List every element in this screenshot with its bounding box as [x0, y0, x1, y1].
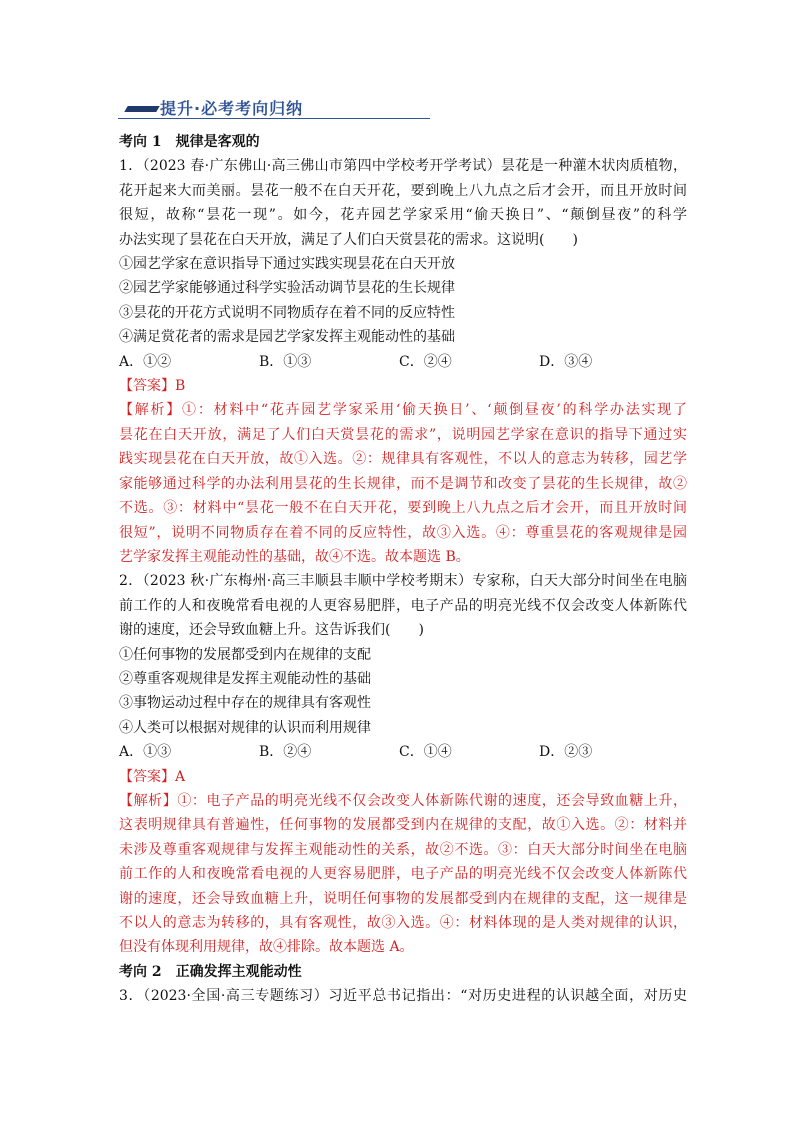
q2-analysis-line: 未涉及尊重客观规律与发挥主观能动性的关系，故②不选。③：白天大部分时间坐在电脑 [119, 841, 687, 858]
q2-analysis-line: 不以人的意志为转移的，具有客观性，故③入选。④：材料体现的是人类对规律的认识， [119, 915, 687, 931]
q2-analysis-line: 谢的速度，还会导致血糖上升，说明任何事物的发展都受到内在规律的支配，这一规律是 [119, 890, 687, 907]
q1-statement: ②园艺学家能够通过科学实验活动调节昙花的生长规律 [119, 280, 455, 297]
q2-option-a: A．①③ [119, 744, 172, 761]
q1-analysis-line: 不选。③：材料中“昙花一般不在白天开花，要到晚上八九点之后才会开，而且开放时间 [119, 500, 687, 517]
q1-analysis-line: 家能够通过科学的办法利用昙花的生长规律，而不是调节和改变了昙花的生长规律，故② [119, 475, 687, 492]
q1-statement: ①园艺学家在意识指导下通过实践实现昙花在白天开放 [119, 256, 455, 273]
q2-options [119, 740, 687, 764]
q1-option-c: C．②④ [399, 353, 452, 370]
q1-analysis-line: 践实现昙花在白天开放，故①入选。②：规律具有客观性，不以人的意志为转移，园艺学 [119, 451, 687, 468]
q2-statement: ④人类可以根据对规律的认识而利用规律 [119, 719, 371, 736]
q2-statement: ②尊重客观规律是发挥主观能动性的基础 [119, 670, 371, 687]
question-1 [119, 154, 687, 569]
q2-option-c: C．①④ [399, 744, 452, 761]
q2-stem-line: 2．（2023 秋·广东梅州·高三丰顺县丰顺中学校考期末）专家称，白天大部分时间坐在电脑 [119, 573, 687, 590]
header-underline [118, 118, 430, 119]
section-header [118, 96, 430, 120]
header-title: 提升·必考考向归纳 [160, 99, 304, 118]
q1-analysis-line: 很短”，说明不同物质存在着不同的反应特性，故③入选。④：尊重昙花的客观规律是园 [119, 524, 687, 541]
q2-answer: 【答案】A [119, 768, 186, 785]
q1-option-d: D．③④ [539, 353, 593, 370]
question-3 [119, 984, 687, 1008]
q2-statement: ③事物运动过程中存在的规律具有客观性 [119, 695, 371, 712]
header-accent-bar [124, 106, 159, 112]
q2-analysis-line: 【解析】①：电子产品的明亮光线不仅会改变人体新陈代谢的速度，还会导致血糖上升， [119, 792, 687, 809]
q1-stem-line: 花开起来大而美丽。昙花一般不在白天开花，要到晚上八九点之后才会开，而且开放时间 [119, 182, 687, 199]
q1-options [119, 350, 687, 374]
q1-option-b: B．①③ [259, 353, 312, 370]
section-title-2: 考向 2 正确发挥主观能动性 [119, 963, 302, 980]
q1-analysis-line: 艺学家发挥主观能动性的基础，故④不选。故本题选 B。 [119, 548, 470, 565]
q2-stem-line: 谢的速度，还会导致血糖上升。这告诉我们( ) [119, 622, 424, 639]
q2-option-d: D．②③ [539, 744, 593, 761]
q1-statement: ④满足赏花者的需求是园艺学家发挥主观能动性的基础 [119, 329, 455, 346]
q1-stem-line: 很短，故称“昙花一现”。如今，花卉园艺学家采用“偷天换日”、“颠倒昼夜”的科学 [119, 207, 687, 224]
section-title-1: 考向 1 规律是客观的 [119, 134, 260, 150]
q3-stem-line: 3．（2023·全国·高三专题练习）习近平总书记指出：“对历史进程的认识越全面，对历史 [119, 988, 687, 1005]
q1-answer: 【答案】B [119, 378, 186, 395]
q1-analysis-line: 【解析】①：材料中“花卉园艺学家采用‘偷天换日’、‘颠倒昼夜’的科学办法实现了 [119, 402, 687, 419]
q1-stem-line: 1．（2023 春·广东佛山·高三佛山市第四中学校考开学考试）昙花是一种灌木状肉质植物， [119, 158, 687, 175]
q2-stem-line: 前工作的人和夜晚常看电视的人更容易肥胖，电子产品的明亮光线不仅会改变人体新陈代 [119, 597, 687, 614]
q1-stem-line: 办法实现了昙花在白天开放，满足了人们白天赏昙花的需求。这说明( ) [119, 231, 578, 248]
q2-analysis-line: 这表明规律具有普遍性，任何事物的发展都受到内在规律的支配，故①入选。②：材料并 [119, 817, 687, 834]
q2-analysis-line: 但没有体现利用规律，故④排除。故本题选 A。 [119, 939, 414, 956]
q1-option-a: A．①② [119, 353, 172, 370]
q1-statement: ③昙花的开花方式说明不同物质存在着不同的反应特性 [119, 304, 455, 321]
q2-statement: ①任何事物的发展都受到内在规律的支配 [119, 646, 371, 663]
q1-analysis-line: 昙花在白天开放，满足了人们白天赏昙花的需求”，说明园艺学家在意识的指导下通过实 [119, 426, 687, 443]
content [119, 130, 687, 1009]
q2-analysis-line: 前工作的人和夜晚常看电视的人更容易肥胖，电子产品的明亮光线不仅会改变人体新陈代 [119, 866, 687, 883]
question-2 [119, 569, 687, 960]
q2-option-b: B．②④ [259, 744, 312, 761]
